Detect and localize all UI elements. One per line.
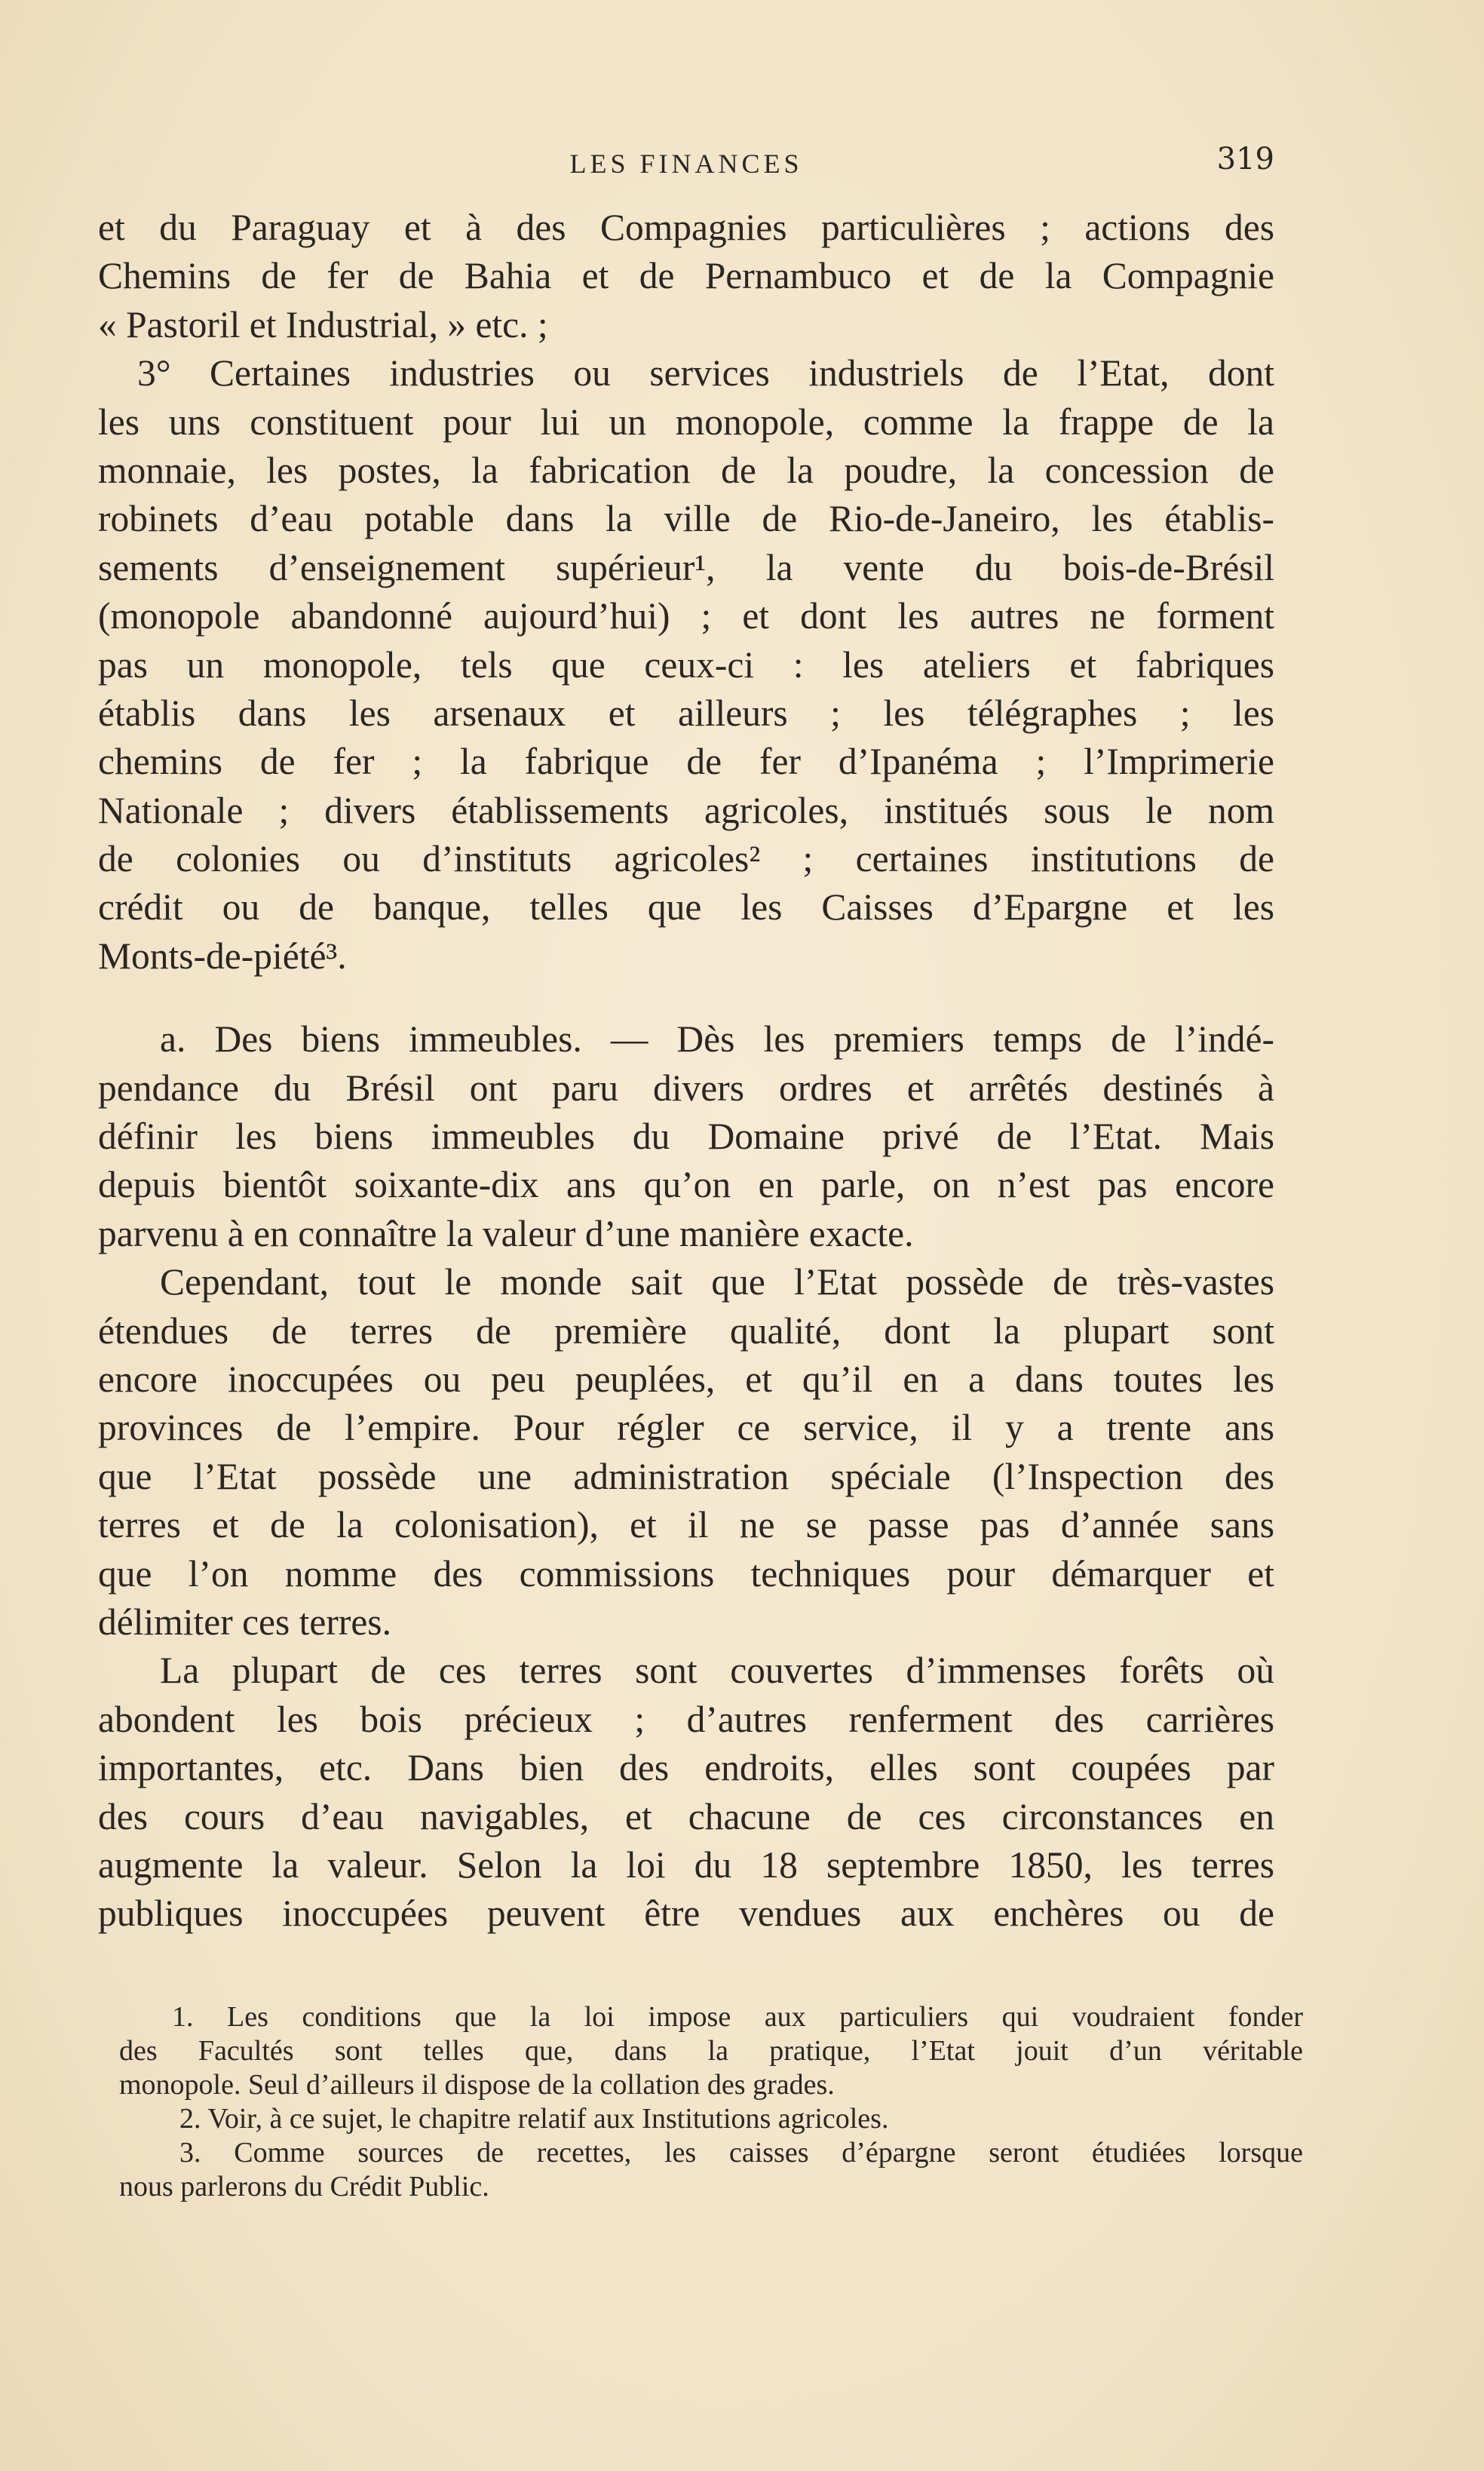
page-number: 319	[1216, 142, 1274, 176]
text-line: que l’Etat possède une administration spéciale (l’Inspection des	[98, 1455, 1274, 1497]
text-line: Cependant, tout le monde sait que l’Etat possède de très-vastes	[160, 1261, 1274, 1303]
text-line: que l’on nomme des commissions techniques pour démarquer et	[98, 1552, 1274, 1595]
text-line: les uns constituent pour lui un monopole, comme la frappe de la	[98, 401, 1274, 443]
text-line: définir les biens immeubles du Domaine privé de l’Etat. Mais	[98, 1116, 1274, 1158]
text-line: crédit ou de banque, telles que les Caisses d’Epargne et les	[98, 886, 1274, 929]
text-line: 3° Certaines industries ou services industriels de l’Etat, dont	[137, 352, 1274, 394]
text-line: pendance du Brésil ont paru divers ordres et arrêtés destinés à	[98, 1067, 1274, 1109]
footnote-line: 2. Voir, à ce sujet, le chapitre relatif aux Institutions agricoles.	[179, 2103, 889, 2135]
text-line: chemins de fer ; la fabrique de fer d’Ipanéma ; l’Imprimerie	[98, 741, 1274, 783]
section-heading-line: a. Des biens immeubles. — Dès les premiers temps de l’indé-	[160, 1018, 1274, 1061]
footnote-line: 1. Les conditions que la loi impose aux particuliers qui voudraient fonder	[172, 2001, 1303, 2033]
text-line: des cours d’eau navigables, et chacune de ces circonstances en	[98, 1795, 1274, 1837]
text-line: monnaie, les postes, la fabrication de la poudre, la concession de	[98, 449, 1274, 491]
body-text	[98, 204, 1274, 1938]
page-header	[98, 142, 1274, 187]
footnote-line: 3. Comme sources de recettes, les caisses d’épargne seront étudiées lorsque	[179, 2137, 1303, 2169]
text-line: publiques inoccupées peuvent être vendues aux enchères ou de	[98, 1892, 1274, 1935]
text-line: sements d’enseignement supérieur¹, la vente du bois-de-Brésil	[98, 546, 1274, 588]
text-line: abondent les bois précieux ; d’autres renferment des carrières	[98, 1698, 1274, 1740]
text-line: importantes, etc. Dans bien des endroits, elles sont coupées par	[98, 1747, 1274, 1789]
text-line: La plupart de ces terres sont couvertes d’immenses forêts où	[160, 1650, 1274, 1692]
running-title: LES FINANCES	[569, 149, 803, 179]
text-line: Monts-de-piété³.	[98, 935, 347, 977]
text-line: (monopole abandonné aujourd’hui) ; et dont les autres ne forment	[98, 595, 1274, 637]
text-line: terres et de la colonisation), et il ne se passe pas d’année sans	[98, 1504, 1274, 1546]
text-line: « Pastoril et Industrial, » etc. ;	[98, 303, 548, 345]
text-line: encore inoccupées ou peu peuplées, et qu’il en a dans toutes les	[98, 1358, 1274, 1400]
text-line: robinets d’eau potable dans la ville de Rio-de-Janeiro, les établis-	[98, 498, 1274, 540]
text-line: délimiter ces terres.	[98, 1601, 391, 1643]
text-line: provinces de l’empire. Pour régler ce service, il y a trente ans	[98, 1407, 1274, 1449]
footnote-line: des Facultés sont telles que, dans la pratique, l’Etat jouit d’un véritable	[119, 2035, 1303, 2067]
text-line: de colonies ou d’instituts agricoles² ; certaines institutions de	[98, 838, 1274, 880]
text-line: pas un monopole, tels que ceux-ci : les ateliers et fabriques	[98, 643, 1274, 686]
text-line: établis dans les arsenaux et ailleurs ; les télégraphes ; les	[98, 692, 1274, 734]
text-line: et du Paraguay et à des Compagnies particulières ; actions des	[98, 207, 1274, 248]
text-line: Chemins de fer de Bahia et de Pernambuco et de la Compagnie	[98, 255, 1274, 297]
footnotes	[119, 2000, 1303, 2204]
footnote-line: nous parlerons du Crédit Public.	[119, 2171, 489, 2202]
footnote-line: monopole. Seul d’ailleurs il dispose de la collation des grades.	[119, 2069, 835, 2101]
text-line: étendues de terres de première qualité, dont la plupart sont	[98, 1309, 1274, 1352]
paragraph-gap	[98, 981, 1274, 1015]
text-line: parvenu à en connaître la valeur d’une manière exacte.	[98, 1212, 914, 1254]
text-line: augmente la valeur. Selon la loi du 18 septembre 1850, les terres	[98, 1843, 1274, 1886]
text-line: depuis bientôt soixante-dix ans qu’on en parle, on n’est pas encore	[98, 1164, 1274, 1206]
text-line: Nationale ; divers établissements agricoles, institués sous le nom	[98, 789, 1274, 831]
